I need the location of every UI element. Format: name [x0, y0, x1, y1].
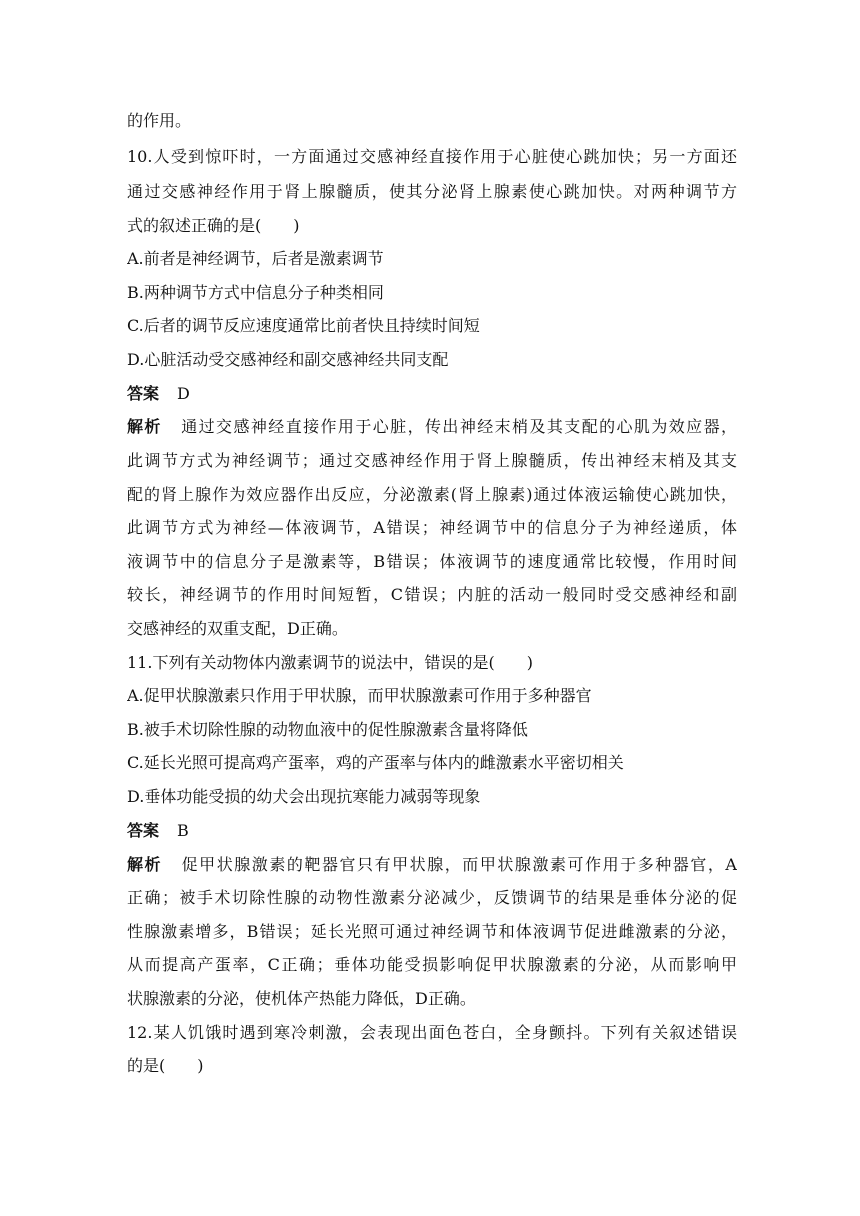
option-c: C.延长光照可提高鸡产蛋率，鸡的产蛋率与体内的雌激素水平密切相关 — [127, 753, 624, 772]
option-b: B.被手术切除性腺的动物血液中的促性腺激素含量将降低 — [127, 720, 528, 739]
option-d: D.心脏活动受交感神经和副交感神经共同支配 — [127, 350, 449, 369]
answer-value: D — [177, 384, 190, 403]
option-a: A.前者是神经调节，后者是激素调节 — [127, 249, 384, 268]
explanation-line: 液调节中的信息分子是激素等，B错误；体液调节的速度通常比较慢，作用时间 — [127, 552, 737, 571]
explanation-label: 解析 — [127, 417, 162, 436]
option-b: B.两种调节方式中信息分子种类相同 — [127, 283, 384, 302]
option-c: C.后者的调节反应速度通常比前者快且持续时间短 — [127, 316, 480, 335]
explanation-line: 从而提高产蛋率，C正确；垂体功能受损影响促甲状腺激素的分泌，从而影响甲 — [127, 955, 737, 974]
question-10-line: 通过交感神经作用于肾上腺髓质，使其分泌肾上腺素使心跳加快。对两种调节方 — [127, 182, 737, 201]
explanation-label: 解析 — [127, 855, 163, 874]
explanation-line: 性腺激素增多，B错误；延长光照可通过神经调节和体液调节促进雌激素的分泌， — [127, 922, 737, 941]
answer-label: 答案 — [127, 821, 160, 840]
question-10-line: 10.人受到惊吓时，一方面通过交感神经直接作用于心脏使心跳加快；另一方面还 — [127, 147, 737, 166]
explanation-line: 正确；被手术切除性腺的动物性激素分泌减少，反馈调节的结果是垂体分泌的促 — [127, 888, 737, 907]
question-11-line: 11.下列有关动物体内激素调节的说法中，错误的是( ) — [127, 653, 533, 672]
question-12-line: 12.某人饥饿时遇到寒冷刺激，会表现出面色苍白，全身颤抖。下列有关叙述错误 — [127, 1023, 737, 1042]
option-d: D.垂体功能受损的幼犬会出现抗寒能力减弱等现象 — [127, 787, 481, 806]
question-12-line: 的是( ) — [127, 1056, 204, 1075]
explanation-line: 交感神经的双重支配，D正确。 — [127, 619, 348, 638]
answer-line — [127, 384, 737, 404]
answer-value: B — [177, 821, 189, 840]
explanation-line: 此调节方式为神经—体液调节，A错误；神经调节中的信息分子为神经递质，体 — [127, 518, 737, 537]
explanation-line: 较长，神经调节的作用时间短暂，C错误；内脏的活动一般同时受交感神经和副 — [127, 585, 737, 604]
explanation-line: 解析 通过交感神经直接作用于心脏，传出神经末梢及其支配的心肌为效应器， — [127, 417, 737, 436]
answer-label: 答案 — [127, 384, 160, 403]
answer-line — [127, 821, 737, 841]
text-line: 的作用。 — [127, 111, 192, 130]
question-10-line: 式的叙述正确的是( ) — [127, 216, 300, 235]
option-a: A.促甲状腺激素只作用于甲状腺，而甲状腺激素可作用于多种器官 — [127, 686, 592, 705]
explanation-line: 此调节方式为神经调节；通过交感神经作用于肾上腺髓质，传出神经末梢及其支 — [127, 451, 737, 470]
explanation-line: 状腺激素的分泌，使机体产热能力降低，D正确。 — [127, 989, 476, 1008]
explanation-line: 解析 促甲状腺激素的靶器官只有甲状腺，而甲状腺激素可作用于多种器官，A — [127, 855, 737, 874]
explanation-line: 配的肾上腺作为效应器作出反应，分泌激素(肾上腺素)通过体液运输使心跳加快， — [127, 485, 737, 504]
